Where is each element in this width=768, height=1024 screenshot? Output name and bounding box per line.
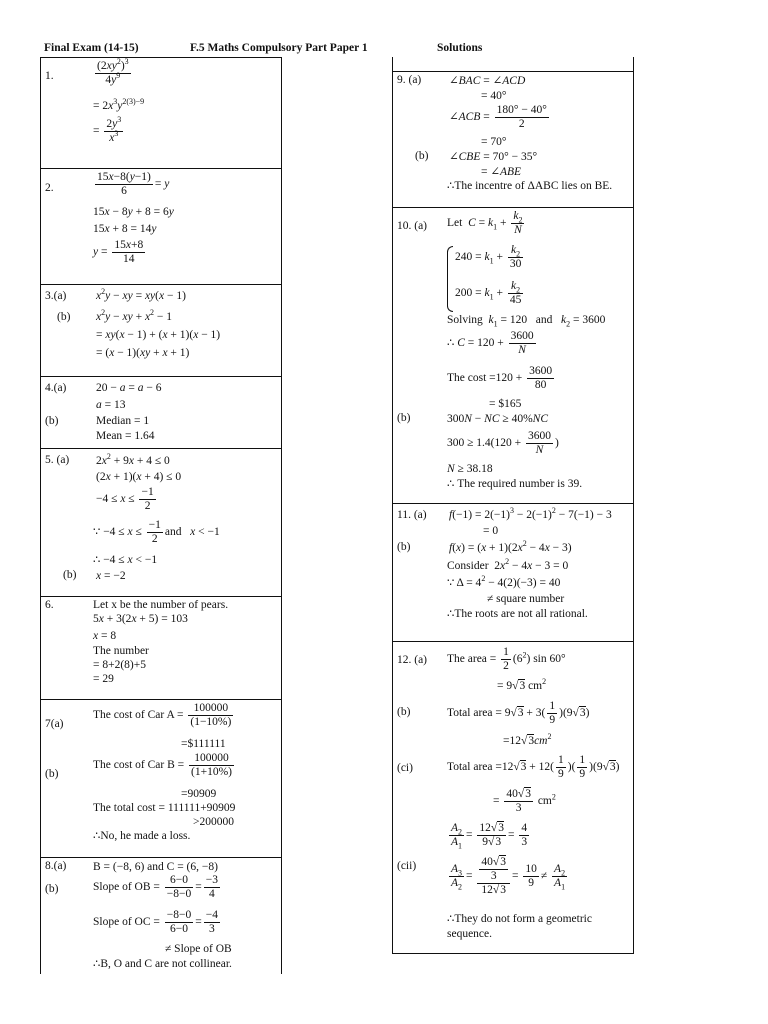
- q12-area: The area = $\frac{1}{2}$ $(6^2)$ sin 60°: [447, 646, 566, 672]
- q10-let: Let $C = k_1$ + $\frac{k_2}{N}$: [447, 210, 523, 236]
- q7-den-a: (1−10%): [190, 716, 232, 728]
- q9-line-2: = 40°: [481, 90, 507, 102]
- right-solutions-column: [392, 57, 634, 954]
- question-12cii-label: (cii): [397, 860, 417, 872]
- q9-line-5: ∠CBE = 70° − 35°: [449, 151, 538, 163]
- q3-line-1: $x^2y$ − xy = xy(x − 1): [96, 287, 186, 302]
- q7-conclusion-text: No, he made a loss.: [100, 830, 191, 842]
- q9-line-4: = 70°: [481, 136, 507, 148]
- q1-line-2: = $2x^3y^{2(3)-9}$: [93, 97, 145, 112]
- question-5a-label: 5. (a): [45, 454, 70, 466]
- q7-car-b-text: The cost of Car B =: [93, 759, 185, 772]
- q4-line-2: a = 13: [96, 399, 126, 411]
- q5-line-1: $2x^2 + 9x + 4 \le 0$: [96, 452, 170, 467]
- q12-conclusion-1: ∴They do not form a geometric: [447, 913, 592, 925]
- q5-line-4: ∵ −4 ≤ x ≤ $\frac{-1}{2}$ and x < −1: [93, 519, 220, 545]
- question-12a-label: 12. (a): [397, 654, 428, 666]
- question-10-box: [393, 207, 633, 503]
- question-4a-label: 4.(a): [45, 382, 67, 394]
- q8-slope-oc-text: Slope of OC =: [93, 916, 160, 929]
- q11-line-1: $f(-1) = 2(-1)^3 - 2(-1)^2 - 7(-1) - 3$: [449, 506, 612, 521]
- q10-eq-1: $240 = k_1$ + $\frac{k_2}{30}$: [455, 244, 522, 270]
- q7-res-b: =90909: [181, 788, 217, 800]
- q7-gt: >200000: [193, 816, 234, 828]
- question-9a-label: 9. (a): [397, 74, 422, 86]
- question-2-label: 2.: [45, 182, 54, 194]
- q2-line-2: 15x − 8y + 8 = 6y: [93, 206, 174, 218]
- question-2-box: [41, 168, 281, 284]
- q10-and-text: and: [535, 314, 553, 326]
- q11-consider-text: Consider: [447, 560, 489, 572]
- q12-area-result: = 9√3 $cm^2$: [497, 677, 547, 692]
- question-3-box: [41, 284, 281, 376]
- question-9b-label: (b): [415, 150, 429, 162]
- q12-total-result-b: $=12√3cm^2$: [503, 732, 552, 747]
- q9-conclusion: ∴The incentre of ΔABC lies on BE.: [447, 180, 613, 192]
- question-4-box: [41, 376, 281, 448]
- question-1-label: 1.: [45, 70, 54, 82]
- q7-car-a: [93, 702, 235, 729]
- left-solutions-column: [40, 57, 282, 974]
- q3-line-3: = xy(x − 1) + (x + 1)(x − 1): [96, 329, 221, 341]
- q8-conclusion: ∴B, O and C are not collinear.: [93, 958, 232, 970]
- q4-median: Median = 1: [96, 415, 150, 427]
- question-10b-label: (b): [397, 412, 411, 424]
- q8-slope-ob-text: Slope of OB =: [93, 881, 160, 894]
- q11-line-4: Consider $2x^2 - 4x - 3 = 0$: [447, 557, 569, 572]
- q8-conclusion-text: B, O and C are not collinear.: [100, 958, 232, 970]
- q7-num-b: 100000: [189, 752, 234, 766]
- q1-line-3: = $\frac{2y^3}{x^3}$: [93, 115, 122, 144]
- q1-line-1: $\frac{(2xy^2)^3}{4y^9}$: [97, 57, 129, 86]
- q5-line-5: ∴ −4 ≤ x < −1: [93, 554, 158, 566]
- q9-line-6: = ∠ABE: [481, 166, 522, 178]
- header-solutions: Solutions: [437, 42, 483, 54]
- q9-line-1: ∠BAC = ∠ACD: [449, 75, 526, 87]
- q6-let: Let x be the number of pears.: [93, 599, 229, 611]
- q12-total-area-ci: Total area =12√3 + 12( $\frac{1}{9}$ )( $\frac{1}{9}$ )(9√3): [447, 754, 620, 780]
- q6-line-2: 5x + 3(2x + 5) = 103: [93, 613, 188, 625]
- q5-and-text: and: [164, 526, 182, 539]
- q10-cost-text: The cost =: [447, 372, 496, 385]
- q12-ratio-2: $\frac{A_3}{A_2}$ = $\frac{\frac{40√3}{3}}{12√3}$ = $\frac{10}{9}$ ≠ $\frac{A_2}{A_1}$: [451, 856, 566, 896]
- q10-solving: Solving $k_1 = 120$ and $k_2 = 3600$: [447, 314, 606, 329]
- question-3b-label: (b): [57, 311, 71, 323]
- question-11-box: [393, 503, 633, 641]
- q12-total-area-b-text: Total area =: [447, 707, 502, 720]
- header-paper-title: F.5 Maths Compulsory Part Paper 1: [190, 42, 368, 54]
- question-8-box: [41, 857, 281, 974]
- q10-solving-text: Solving: [447, 314, 483, 326]
- q12-conclusion-1-text: They do not form a geometric: [454, 913, 592, 925]
- q8-slope-ob: Slope of OB = $\frac{6-0}{-8-0}$ = $\frac{-3}{4}$: [93, 874, 218, 900]
- q5-line-2: (2x + 1)(x + 4) ≤ 0: [96, 471, 182, 483]
- q12-unit-a: cm: [528, 680, 543, 692]
- q7-car-a-text: The cost of Car A =: [93, 709, 184, 722]
- q7-res-a: =$111111: [181, 738, 226, 750]
- question-7-box: [41, 699, 281, 857]
- q11-neq-square: ≠ square number: [487, 593, 565, 605]
- q7-num-a: 100000: [188, 702, 233, 716]
- q10-n-result: N ≥ 38.18: [447, 463, 493, 475]
- q12-ratio-1: $\frac{A_2}{A_1}$ = $\frac{12√3}{9√3}$ = $\frac{4}{3}$: [451, 822, 528, 851]
- q8-points: B = (−8, 6) and C = (6, −8): [93, 861, 218, 873]
- question-6-box: [41, 596, 281, 699]
- question-7a-label: 7(a): [45, 718, 64, 730]
- q10-cost-result: = $165: [489, 398, 522, 410]
- question-12-box: [393, 641, 633, 954]
- q4-line-1: 20 − a = a − 6: [96, 382, 162, 394]
- q2-line-3: 15x + 8 = 14y: [93, 223, 157, 235]
- q6-calc: = 8+2(8)+5: [93, 659, 146, 671]
- question-9-box: [393, 71, 633, 207]
- question-4b-label: (b): [45, 415, 59, 427]
- q12-unit-b: cm: [534, 735, 548, 747]
- q10-brace: [447, 246, 453, 312]
- q11-line-2: = 0: [483, 525, 499, 537]
- q12-total-area-b: Total area = 9√3 + 3( $\frac{1}{9}$ )(9√3): [447, 700, 590, 726]
- header-exam-title: Final Exam (14-15): [44, 42, 139, 54]
- q10-cost: The cost =120 + $\frac{3600}{80}$: [447, 365, 553, 391]
- q5-line-3: −4 ≤ x ≤ $\frac{-1}{2}$: [96, 486, 154, 512]
- q10-required-text: The required number is 39.: [457, 478, 583, 490]
- question-11a-label: 11. (a): [397, 509, 427, 521]
- q6-line-3: x = 8: [93, 630, 117, 642]
- question-1-box: [41, 57, 281, 168]
- q10-let-text: Let: [447, 217, 463, 230]
- question-12b-label: (b): [397, 706, 411, 718]
- question-11b-label: (b): [397, 541, 411, 553]
- q12-conclusion-2: sequence.: [447, 928, 493, 940]
- q3-line-2: $x^2y$ − xy + $x^2 - 1$: [96, 308, 173, 323]
- q5-line-6: x = −2: [96, 570, 126, 582]
- q9-conclusion-text: The incentre of ΔABC lies on BE.: [454, 180, 613, 192]
- question-12ci-label: (ci): [397, 762, 413, 774]
- q10-required: ∴ The required number is 39.: [447, 478, 583, 490]
- question-7b-label: (b): [45, 768, 59, 780]
- q2-line-4: y = $\frac{15x+8}{14}$: [93, 239, 144, 265]
- q11-conclusion: ∴The roots are not all rational.: [447, 608, 588, 620]
- q7-car-b: [93, 752, 236, 779]
- q2-line-1: $\frac{15x-8(y-1)}{6}$ = y: [97, 171, 170, 197]
- q8-slope-oc: Slope of OC = $\frac{-8-0}{6-0}$ = $\frac{-4}{3}$: [93, 909, 218, 935]
- q12-total-result-ci: = $\frac{40√3}{3}$ $cm^2$: [493, 788, 556, 814]
- question-5b-label: (b): [63, 569, 77, 581]
- q6-result: = 29: [93, 673, 114, 685]
- q10-ineq-2: 300 ≥ 1.4(120 + $\frac{3600}{N}$ ): [447, 430, 559, 456]
- q12-total-area-ci-text: Total area =: [447, 761, 502, 774]
- question-10a-label: 10. (a): [397, 220, 428, 232]
- q9-line-3: ∠ACB = $\frac{180^\circ - 40^\circ}{2}$: [449, 104, 547, 130]
- q10-ineq-1: 300N − NC ≥ 40%NC: [447, 413, 549, 425]
- q11-line-3: $f(x) = (x + 1)(2x^2 - 4x - 3)$: [449, 539, 572, 554]
- q8-neq: ≠ Slope of OB: [165, 943, 232, 955]
- q10-system: [447, 244, 627, 314]
- q12-unit-ci: cm: [537, 795, 552, 808]
- q11-line-5: ∵ $\Delta = 4^2 - 4(2)(-3) = 40$: [447, 574, 561, 589]
- question-8a-label: 8.(a): [45, 860, 67, 872]
- question-5-box: [41, 448, 281, 596]
- q10-eq-2: $200 = k_1$ + $\frac{k_2}{45}$: [455, 280, 522, 306]
- q7-den-b: (1+10%): [191, 766, 232, 778]
- q4-mean: Mean = 1.64: [96, 430, 155, 442]
- q7-conclusion: ∴No, he made a loss.: [93, 830, 191, 842]
- question-3a-label: 3.(a): [45, 290, 67, 302]
- q6-number: The number: [93, 645, 149, 657]
- question-8b-label: (b): [45, 883, 59, 895]
- q10-c-formula: ∴ C = 120 + $\frac{3600}{N}$: [447, 330, 534, 356]
- q3-line-4: = (x − 1)(xy + x + 1): [96, 347, 190, 359]
- question-6-label: 6.: [45, 599, 54, 611]
- q11-conclusion-text: The roots are not all rational.: [454, 608, 588, 620]
- q12-area-text: The area =: [447, 653, 497, 666]
- q7-total: The total cost = 111111+90909: [93, 802, 236, 814]
